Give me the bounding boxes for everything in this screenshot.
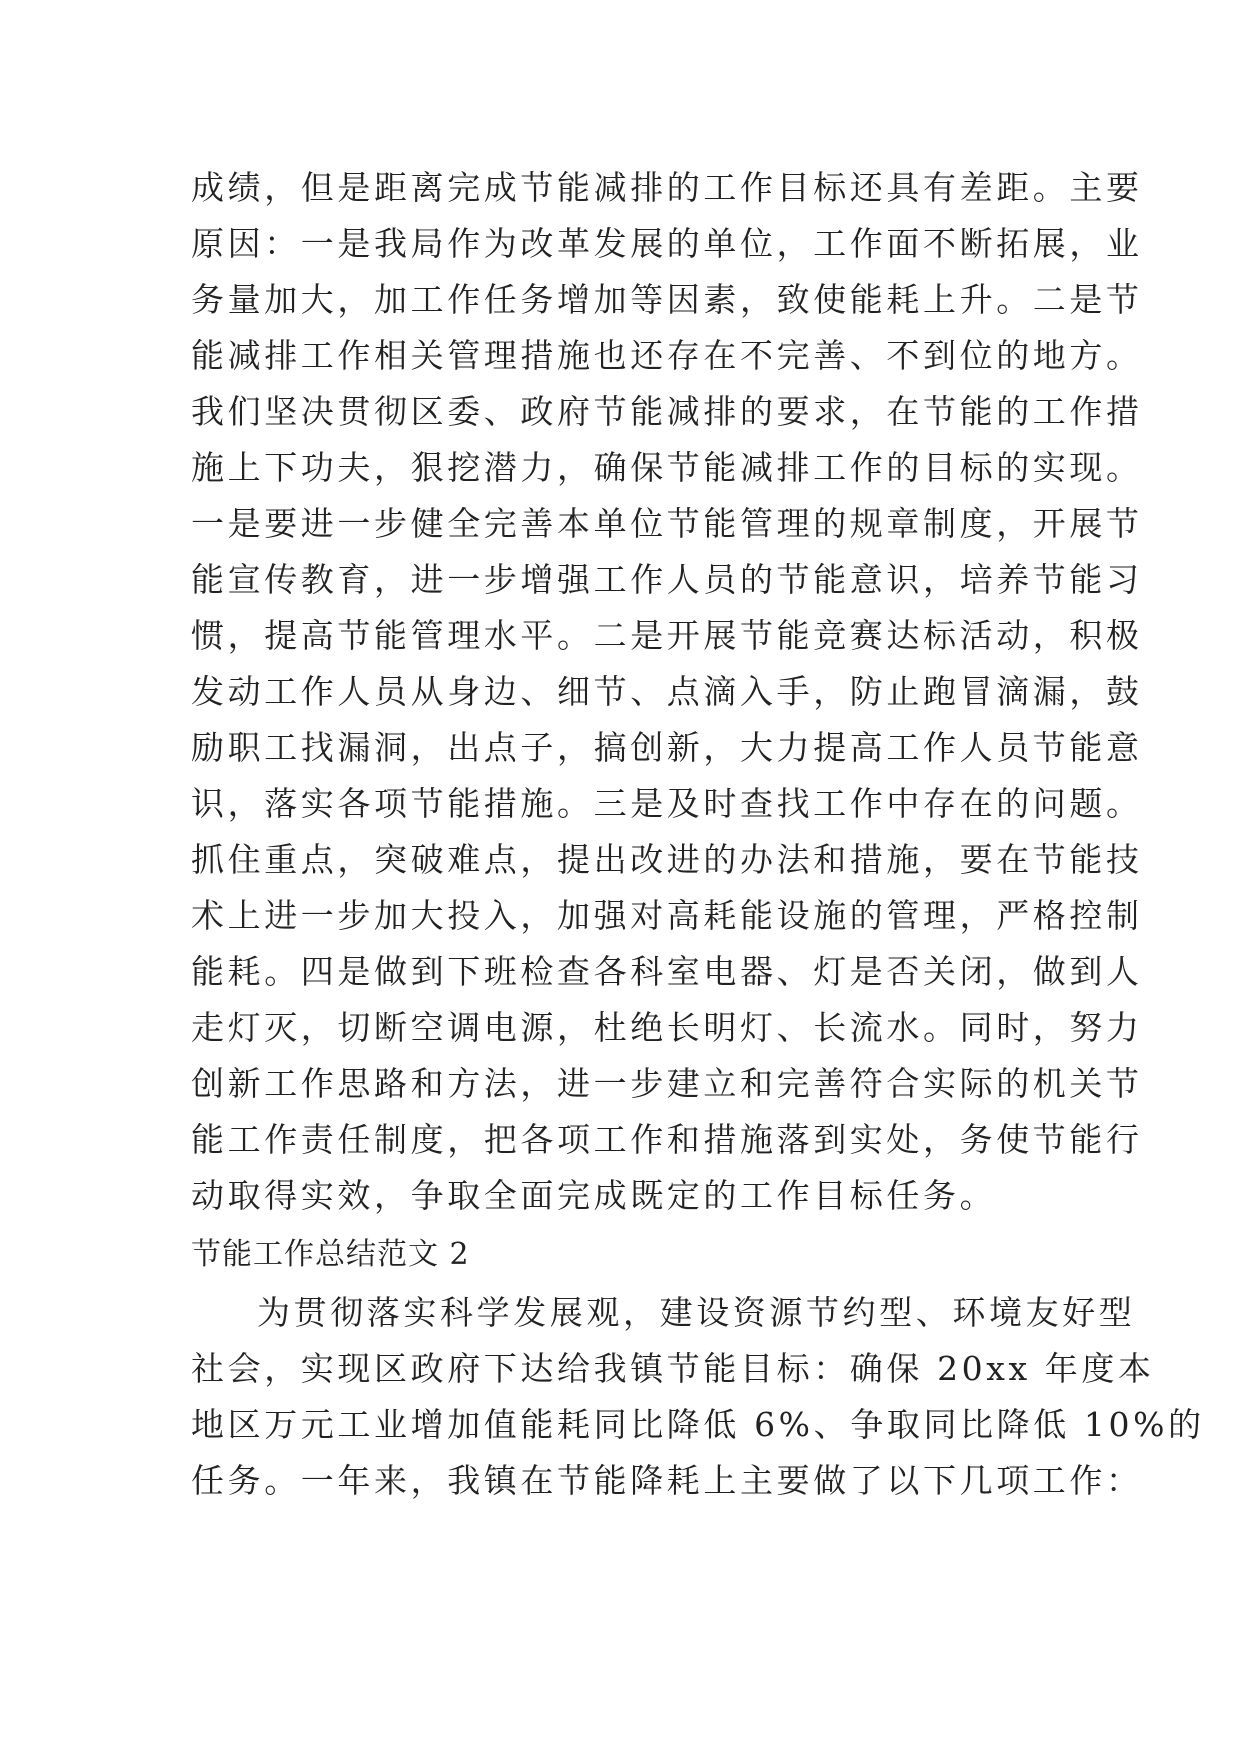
- text-line: 能宣传教育，进一步增强工作人员的节能意识，培养节能习: [191, 560, 1143, 599]
- text-line: 任务。一年来，我镇在节能降耗上主要做了以下几项工作：: [191, 1461, 1143, 1500]
- text-line: 创新工作思路和方法，进一步建立和完善符合实际的机关节: [191, 1064, 1143, 1103]
- text-line: 走灯灭，切断空调电源，杜绝长明灯、长流水。同时，努力: [191, 1008, 1143, 1047]
- text-line: 能工作责任制度，把各项工作和措施落到实处，务使节能行: [191, 1120, 1143, 1159]
- text-line: 励职工找漏洞，出点子，搞创新，大力提高工作人员节能意: [191, 728, 1143, 767]
- text-line: 能减排工作相关管理措施也还存在不完善、不到位的地方。: [191, 336, 1143, 375]
- text-line: 抓住重点，突破难点，提出改进的办法和措施，要在节能技: [191, 840, 1143, 879]
- text-line: 一是要进一步健全完善本单位节能管理的规章制度，开展节: [191, 504, 1143, 543]
- text-line: 发动工作人员从身边、细节、点滴入手，防止跑冒滴漏，鼓: [191, 672, 1143, 711]
- text-line: 施上下功夫，狠挖潜力，确保节能减排工作的目标的实现。: [191, 448, 1143, 487]
- text-line: 识，落实各项节能措施。三是及时查找工作中存在的问题。: [191, 784, 1143, 823]
- text-line: 我们坚决贯彻区委、政府节能减排的要求，在节能的工作措: [191, 392, 1143, 431]
- text-line: 惯，提高节能管理水平。二是开展节能竞赛达标活动，积极: [191, 616, 1143, 655]
- text-line: 社会，实现区政府下达给我镇节能目标：确保 20xx 年度本: [191, 1349, 1155, 1388]
- text-line: 为贯彻落实科学发展观，建设资源节约型、环境友好型: [257, 1293, 1136, 1332]
- text-line: 原因：一是我局作为改革发展的单位，工作面不断拓展，业: [191, 224, 1143, 263]
- text-line: 地区万元工业增加值能耗同比降低 6%、争取同比降低 10%的: [191, 1405, 1205, 1444]
- text-line: 术上进一步加大投入，加强对高耗能设施的管理，严格控制: [191, 896, 1143, 935]
- paragraph-1: [191, 160, 1143, 1224]
- paragraph-2: [191, 1285, 1205, 1509]
- text-line: 成绩，但是距离完成节能减排的工作目标还具有差距。主要: [191, 168, 1143, 207]
- text-line: 务量加大，加工作任务增加等因素，致使能耗上升。二是节: [191, 280, 1143, 319]
- document-body: [191, 160, 1205, 1509]
- text-line: 能耗。四是做到下班检查各科室电器、灯是否关闭，做到人: [191, 952, 1143, 991]
- text-line: 动取得实效，争取全面完成既定的工作目标任务。: [191, 1176, 997, 1215]
- section-heading: 节能工作总结范文 2: [191, 1237, 470, 1272]
